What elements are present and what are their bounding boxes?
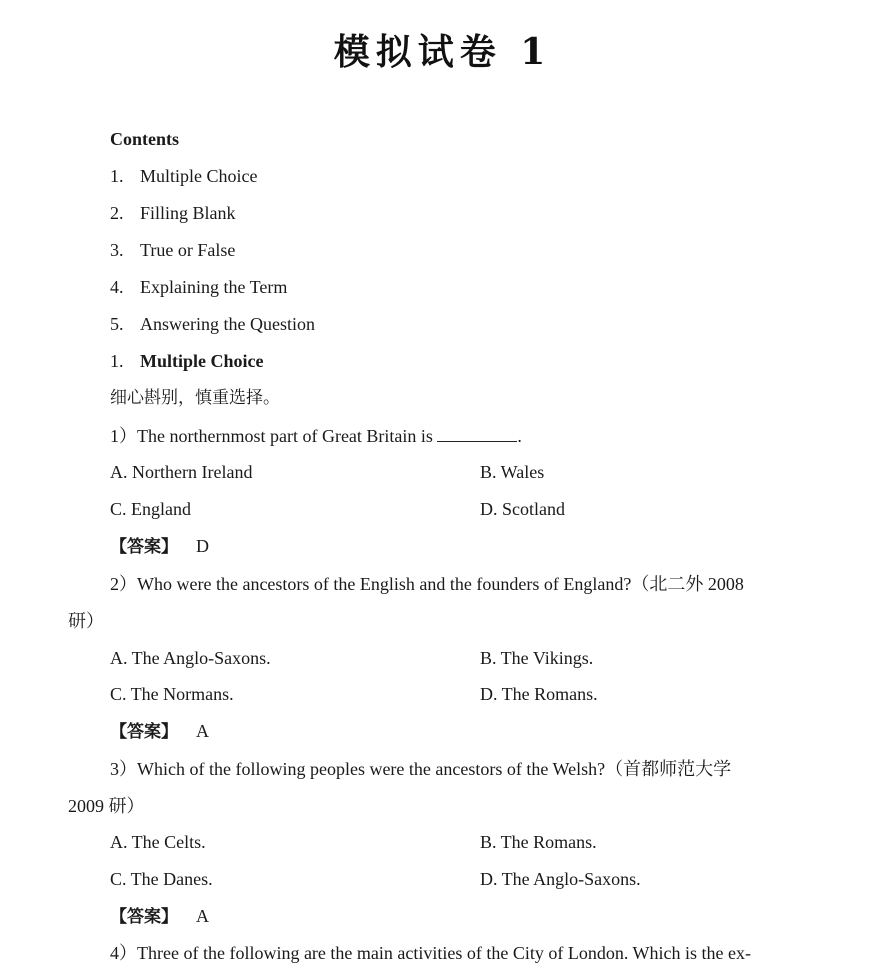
answer-row bbox=[110, 905, 209, 928]
answer-value: A bbox=[196, 906, 209, 926]
question-text: 1）The northernmost part of Great Britain is bbox=[110, 426, 433, 446]
answer-row bbox=[110, 535, 209, 558]
option: A. The Anglo-Saxons. bbox=[110, 648, 271, 668]
answer-value: D bbox=[196, 536, 209, 556]
contents-item-label: Explaining the Term bbox=[140, 277, 288, 297]
contents-item-number: 5. bbox=[110, 314, 124, 334]
contents-item-label: Multiple Choice bbox=[140, 166, 258, 186]
question-stem: 4）Three of the following are the main activities of the City of London. Which is the ex- bbox=[110, 943, 751, 963]
contents-item-label: True or False bbox=[140, 240, 236, 260]
section-heading bbox=[110, 350, 264, 372]
answer-label: 【答案】 bbox=[110, 907, 178, 927]
option: D. Scotland bbox=[480, 499, 565, 519]
contents-item-number: 1. bbox=[110, 166, 124, 186]
contents-item-label: Filling Blank bbox=[140, 203, 236, 223]
contents-item-label: Answering the Question bbox=[140, 314, 315, 334]
answer-label: 【答案】 bbox=[110, 537, 178, 557]
answer-value: A bbox=[196, 721, 209, 741]
answer-label: 【答案】 bbox=[110, 722, 178, 742]
option: C. The Danes. bbox=[110, 869, 213, 889]
contents-item bbox=[110, 165, 257, 187]
section-title: Multiple Choice bbox=[140, 351, 264, 371]
question-stem: 2）Who were the ancestors of the English and the founders of England?（北二外 2008 bbox=[110, 574, 744, 594]
contents-item-number: 4. bbox=[110, 277, 124, 297]
answer-blank bbox=[437, 425, 517, 442]
option: B. Wales bbox=[480, 462, 545, 482]
page-title: 模拟试卷 1 bbox=[333, 31, 552, 73]
option: B. The Vikings. bbox=[480, 648, 594, 668]
option: D. The Romans. bbox=[480, 684, 598, 704]
option: C. England bbox=[110, 499, 191, 519]
contents-item bbox=[110, 202, 236, 224]
section-instruction: 细心斟别，慎重选择。 bbox=[110, 388, 280, 408]
answer-row bbox=[110, 720, 209, 743]
option: A. Northern Ireland bbox=[110, 462, 253, 482]
contents-item-number: 3. bbox=[110, 240, 124, 260]
contents-item-number: 2. bbox=[110, 203, 124, 223]
question-stem: 3）Which of the following peoples were the ancestors of the Welsh?（首都师范大学 bbox=[110, 759, 732, 779]
option: C. The Normans. bbox=[110, 684, 234, 704]
question-stem-continued: 2009 研） bbox=[68, 796, 145, 816]
section-number: 1. bbox=[110, 351, 124, 371]
option: A. The Celts. bbox=[110, 832, 206, 852]
contents-item bbox=[110, 239, 235, 261]
contents-heading: Contents bbox=[110, 129, 180, 149]
question-stem-continued: 研） bbox=[68, 611, 104, 631]
option: B. The Romans. bbox=[480, 832, 597, 852]
question-stem bbox=[110, 425, 522, 447]
contents-item bbox=[110, 276, 287, 298]
contents-item bbox=[110, 313, 315, 335]
question-end: . bbox=[517, 426, 522, 446]
option: D. The Anglo-Saxons. bbox=[480, 869, 641, 889]
